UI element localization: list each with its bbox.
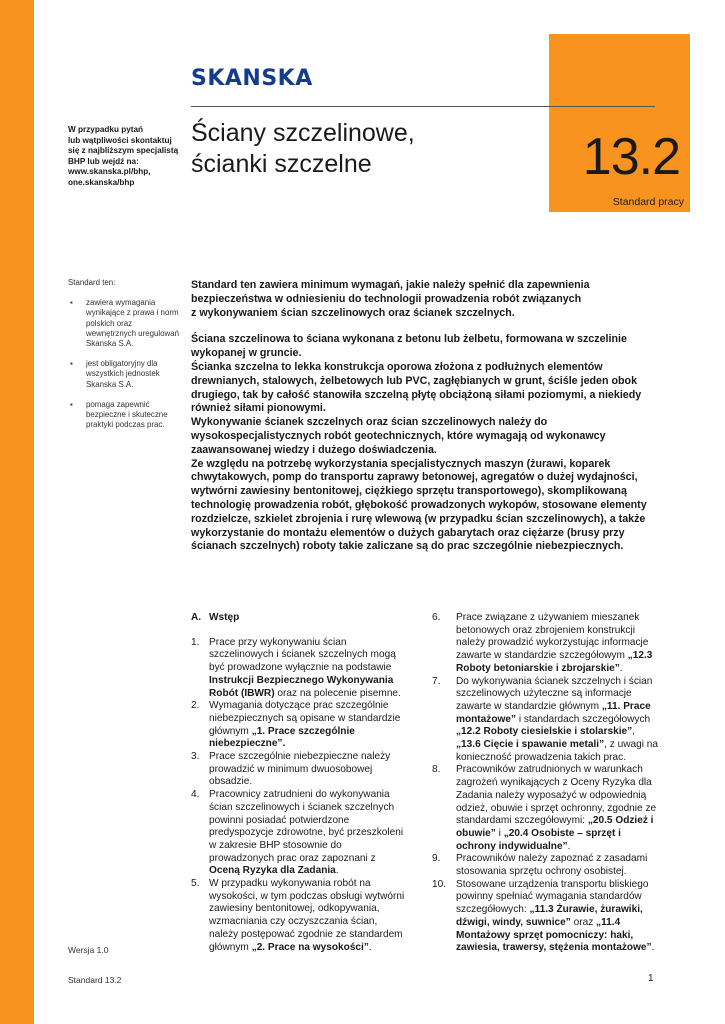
bold-reference: Instrukcji Bezpiecznego Wykonywania Robót (IBWR) [209,674,394,699]
bold-reference: Oceną Ryzyka dla Zadania [209,865,336,877]
bullet-icon: ▪ [70,298,73,308]
list-item [432,879,662,955]
contact-line: W przypadku pytań [68,125,144,134]
intro-paragraph: Ścianka szczelna to lekka konstrukcja oporowa złożona z podłużnych elementów drewnianych, stalowych, żelbetowych lub PVC, zagłębianych w grunt, ściśle jeden obok drugiego, tak by całość stanowiła szczelną płytę obciążoną siłami poziomymi, a niekiedy również siłami pionowymi. [191,360,642,415]
text-run: Prace szczególnie niebezpieczne należy prowadzić w minimum dwuosobowej obsadzie. [209,751,391,788]
text-run: . [651,942,655,954]
footer-standard: Standard 13.2 [68,975,122,985]
text-run: i [495,827,504,839]
sidebar-list-item [68,298,180,349]
sidebar-item-text: pomaga zapewnić bezpieczne i skuteczne praktyki podczas prac. [86,399,168,430]
sidebar-list [68,298,180,430]
bold-reference: „12.3 Roboty betoniarskie i zbrojarskie” [456,650,653,674]
list-item [432,676,662,765]
item-number: 8. [432,764,441,776]
text-run: . [619,662,623,674]
item-number: 6. [432,612,441,623]
text-run: i standardach szczegółowych [516,713,651,725]
list-item [432,612,662,676]
contact-line: one.skanska/bhp [68,177,135,187]
item-number: 4. [191,789,200,801]
text-run: , [632,726,635,738]
item-text [209,878,406,954]
text-run: Prace związane z używaniem mieszanek betonowych oraz zbrojeniem konstrukcji należy prowadzić wykorzystując informacje zawarte w standardzie szczegółowym [456,612,649,662]
item-text [209,751,406,789]
page-title [191,118,415,180]
title-line: Ściany szczelinowe, [191,119,415,147]
numbered-list-left [191,637,406,955]
column-left [191,612,406,954]
item-number: 2. [191,700,200,712]
item-text [209,637,406,701]
item-number: 3. [191,751,200,763]
text-run: . [368,941,372,953]
sidebar-item-text: jest obligatoryjny dla wszystkich jednostek Skanska S.A. [86,359,160,389]
skanska-logo: SKANSKA [191,66,313,91]
text-run: oraz na polecenie pisemne. [274,687,401,699]
left-accent-bar [0,0,34,1024]
contact-line: lub wątpliwości skontaktuj [68,135,172,145]
list-item [191,789,406,878]
item-text [456,879,662,955]
item-text [209,789,406,878]
contact-line: www.skanska.pl/bhp, [68,167,151,177]
page-number: 1 [648,973,654,984]
bold-reference: „20.4 Osobiste – sprzęt i ochrony indywidualne” [456,827,621,852]
intro-text [191,279,666,554]
section-heading [191,612,406,625]
sidebar-list-item [68,400,180,431]
text-run: Pracowników należy zapoznać z zasadami stosowania sprzętu ochrony osobistej. [456,853,648,878]
sidebar-heading: Standard ten: [68,278,116,287]
item-text [456,612,662,676]
text-run: Do wykonywania ścianek szczelnych i ścian szczelinowych użyteczne są informacje zawarte w standardzie głównym [456,675,653,712]
list-item [191,878,406,954]
title-line: ścianki szczelne [191,150,372,178]
text-run: Pracownicy zatrudnieni do wykonywania ścian szczelinowych i ścianek szczelnych powinni posiadać potwierdzone predyspozycje zdrowotne, być przeszkoleni w zakresie BHP stosownie do prowadzonych prac oraz zapoznani z [209,789,404,864]
item-number: 7. [432,675,441,687]
section-letter: A. [191,612,202,623]
bold-reference: „12.2 Roboty ciesielskie i stolarskie” [456,726,633,738]
item-number: 1. [191,636,200,648]
item-text [209,700,406,751]
intro-paragraph: Wykonywanie ścianek szczelnych oraz ścian szczelinowych należy do wysokospecjalistycznych robót geotechnicznych, które wymagają od wykonawcy zaawansowanej wiedzy i dużego doświadczenia. [191,416,606,456]
text-run: oraz [570,916,597,928]
text-run: Prace przy wykonywaniu ścian szczelinowych i ścianek szczelnych mogą być prowadzone wyłącznie na podstawie [209,636,396,674]
bold-reference: „2. Prace na wysokości” [251,941,369,953]
bold-reference: „20.5 Odzież i obuwie” [456,815,654,839]
contact-line: BHP lub wejdź na: [68,156,139,166]
item-text [456,764,662,853]
list-item [432,853,662,878]
intro-paragraph: Standard ten zawiera minimum wymagań, jakie należy spełnić dla zapewnienia bezpieczeństwa w odniesieniu do technologii prowadzenia robót związanych z wykonywaniem ścian szczelinowych oraz ścianek szczelnych. [191,279,590,319]
column-right [432,612,662,955]
bold-reference: „13.6 Cięcie i spawanie metali” [456,739,605,751]
bold-reference: „11.3 Żurawie, żurawiki, dźwigi, windy, suwnice” [456,904,643,928]
text-run: W przypadku wykonywania robót na wysokości, w tym podczas obsługi wytwórni zawiesiny bentonitowej, odkopywania, wzmacniania czy oczyszczania ścian, należy postępować zgodnie ze standardem głównym [209,878,405,953]
contact-info [68,125,180,189]
header-divider [191,106,655,107]
intro-paragraph: Ściana szczelinowa to ściana wykonana z betonu lub żelbetu, formowana w szczelinie wykopanej w gruncie. [191,333,627,360]
bullet-icon: ▪ [70,399,73,409]
bullet-icon: ▪ [70,359,73,369]
list-item [191,700,406,751]
item-text [456,853,662,878]
list-item [432,764,662,853]
sidebar-list-item [68,359,180,390]
item-number: 10. [432,878,447,890]
bold-reference: „11.4 Montażowy sprzęt pomocniczy: haki, zawiesia, trawersy, stężenia montażowe” [456,916,652,954]
section-title: Wstęp [209,612,240,623]
list-item [191,637,406,701]
standard-number-box [549,34,690,212]
text-run: . [567,840,571,852]
numbered-list-right [432,612,662,955]
text-run: Stosowane urządzenia transportu bliskiego powinny spełniać wymagania standardów szczegółowych: [456,878,649,916]
standard-label: Standard pracy [612,196,684,208]
list-item [191,751,406,789]
text-run: . [335,865,339,877]
contact-line: się z najbliższym specjalistą [68,146,179,156]
item-number: 5. [191,878,200,890]
text-run: Pracowników zatrudnionych w warunkach zagrożeń wynikających z Oceny Ryzyka dla Zadania należy wyposażyć w odpowiednią odzież, obuwie i sprzęt ochronny, zgodnie ze standardami szczegółowymi: [456,764,657,827]
version-label: Wersja 1.0 [68,945,109,955]
text-run: , z uwagi na konieczność prowadzenia takich prac. [456,739,658,763]
intro-paragraph: Ze względu na potrzebę wykorzystania specjalistycznych maszyn (żurawi, koparek chwytakowych, pomp do transportu zaprawy betonowej, agregatów o dużej wydajności, wytwórni zawiesiny bentonitowej, ciężkiego sprzętu transportowego), skomplikowaną technologię prowadzenia robót, głębokość prowadzonych wykopów, stosowane elementy rozdzielcze, szkielet zbrojenia i rurę wlewową (w przypadku ścian szczelinowych), a także wykorzystanie do montażu elementów o dużych gabarytach oraz ciężarze (brusy przy ścianach szczelnych) roboty takie zaliczane są do prac szczególnie niebezpiecznych. [191,457,647,553]
sidebar-item-text: zawiera wymagania wynikające z prawa i norm polskich oraz wewnętrznych uregulowań Skanska S.A. [86,298,179,349]
item-text [456,676,662,765]
standard-number: 13.2 [582,128,680,186]
sidebar [68,278,180,440]
bold-reference: „11. Prace montażowe” [456,700,651,725]
bold-reference: „1. Prace szczególnie niebezpieczne”. [209,725,355,750]
item-number: 9. [432,853,441,865]
text-run: Wymagania dotyczące prac szczególnie niebezpiecznych są opisane w standardzie głównym [209,700,401,737]
